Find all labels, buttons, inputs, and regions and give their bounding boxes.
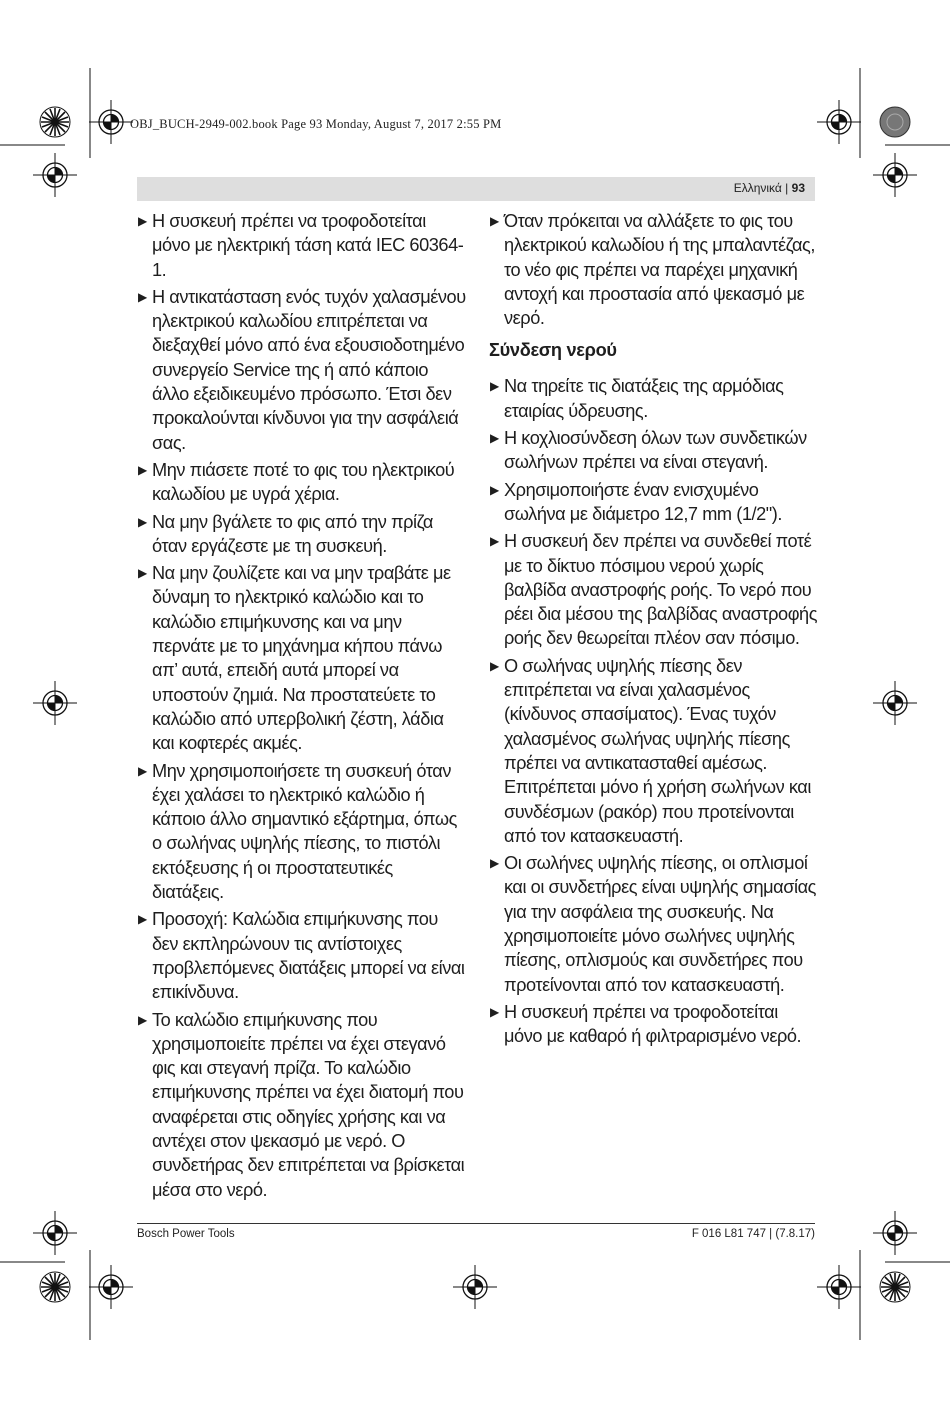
bullet-triangle-icon: ▶ <box>138 912 147 927</box>
safety-item <box>137 907 467 1004</box>
safety-item-text: Μην χρησιμοποιήσετε τη συσκευή όταν έχει χαλάσει το ηλεκτρικό καλώδιο ή κάποιο άλλο σημαντικό εξάρτημα, όπως ο σωλήνας υψηλής πίεσης, το πιστόλι εκτόξευσης ή οι προστατευτικές διατάξεις. <box>152 760 457 903</box>
page-number: 93 <box>791 181 805 195</box>
safety-item <box>137 510 467 559</box>
bullet-triangle-icon: ▶ <box>138 514 147 529</box>
footer-brand: Bosch Power Tools <box>137 1228 235 1240</box>
safety-item <box>137 1008 467 1202</box>
safety-item-text: Όταν πρόκειται να αλλάξετε το φις του ηλεκτρικού καλωδίου ή της μπαλαντέζας, το νέο φις πρέπει να παρέχει μηχανική αντοχή και προστασία από ψεκασμό με νερό. <box>504 211 815 329</box>
safety-item-text: Ο σωλήνας υψηλής πίεσης δεν επιτρέπεται να είναι χαλασμένος (κίνδυνος σπασίματος). Ένας τυχόν χαλασμένος σωλήνας υψηλής πίεσης πρέπει να αντικατασταθεί αμέσως. Επιτρέπεται μόνο ή χρήση σωλήνων και συνδέσμων (ρακόρ) που προτείνονται από τον κατασκευαστή. <box>504 655 811 846</box>
header-separator: | <box>785 181 789 195</box>
bullet-triangle-icon: ▶ <box>138 289 147 304</box>
safety-item <box>489 1000 819 1049</box>
bullet-triangle-icon: ▶ <box>138 763 147 778</box>
bullet-triangle-icon: ▶ <box>490 482 499 497</box>
safety-item-text: Χρησιμοποιήστε έναν ενισχυμένο σωλήνα με διάμετρο 12,7 mm (1/2"). <box>504 479 782 524</box>
safety-item <box>489 529 819 650</box>
safety-item <box>489 374 819 423</box>
safety-item-text: Προσοχή: Καλώδια επιμήκυνσης που δεν εκπληρώνουν τις αντίστοιχες προβλεπόμενες διατάξεις μπορεί να είναι επικίνδυνα. <box>152 909 465 1003</box>
safety-item <box>489 209 819 330</box>
safety-item <box>137 458 467 507</box>
bullet-triangle-icon: ▶ <box>490 1004 499 1019</box>
bullet-triangle-icon: ▶ <box>490 431 499 446</box>
bullet-triangle-icon: ▶ <box>138 566 147 581</box>
bullet-triangle-icon: ▶ <box>138 214 147 228</box>
safety-item <box>489 654 819 848</box>
safety-item-text: Να μην βγάλετε το φις από την πρίζα όταν εργάζεστε με τη συσκευή. <box>152 511 433 556</box>
bullet-triangle-icon: ▶ <box>490 856 499 871</box>
bullet-triangle-icon: ▶ <box>490 379 499 394</box>
bullet-triangle-icon: ▶ <box>490 658 499 673</box>
footer-doc-code: F 016 L81 747 | (7.8.17) <box>691 1228 815 1240</box>
page-header-bar <box>137 177 815 201</box>
bullet-triangle-icon: ▶ <box>138 1012 147 1027</box>
footer-rule <box>137 1223 815 1224</box>
bullet-triangle-icon: ▶ <box>490 214 499 228</box>
safety-item-text: Η συσκευή πρέπει να τροφοδοτείται μόνο με καθαρό ή φιλτραρισμένο νερό. <box>504 1001 802 1047</box>
safety-item <box>137 209 467 282</box>
safety-item-text: Το καλώδιο επιμήκυνσης που χρησιμοποιείτε πρέπει να έχει στεγανό φις και στεγανή πρίζα. Το καλώδιο επιμήκυνσης πρέπει να έχει διατομή που αναφέρεται στις οδηγίες χρήσης και να αντέχει στον ψεκασμό με νερό. Ο συνδετήρας δεν επιτρέπεται να βρίσκεται μέσα στο νερό. <box>152 1009 465 1200</box>
safety-item <box>489 851 819 997</box>
safety-item-text: Οι σωλήνες υψηλής πίεσης, οι οπλισμοί και οι συνδετήρες είναι υψηλής σημασίας για την ασφάλεια της συσκευής. Να χρησιμοποιείτε μόνο σωλήνες υψηλής πίεσης, οπλισμούς και συνδετήρες που προτείνονται από τον κατασκευαστή. <box>504 853 816 995</box>
safety-item-text: Να τηρείτε τις διατάξεις της αρμόδιας εταιρίας ύδρευσης. <box>504 376 784 421</box>
safety-item-text: Η συσκευή πρέπει να τροφοδοτείται μόνο με ηλεκτρική τάση κατά IEC 60364-1. <box>152 211 464 280</box>
safety-item-text: Να μην ζουλίζετε και να μην τραβάτε με δύναμη το ηλεκτρικό καλώδιο και το καλώδιο επιμήκυνσης και να μην περνάτε με το μηχάνημα κήπου πάνω απ’ αυτά, επειδή αυτά μπορεί να υποστούν ζημιά. Να προστατεύετε το καλώδιο από υπερβολική ζέστη, λάδια και κοφτερές ακμές. <box>152 563 451 754</box>
bullet-triangle-icon: ▶ <box>490 534 499 549</box>
right-column <box>489 209 819 1052</box>
safety-item <box>137 561 467 755</box>
safety-item <box>137 285 467 455</box>
safety-item-text: Μην πιάσετε ποτέ το φις του ηλεκτρικού καλωδίου με υγρά χέρια. <box>152 459 455 505</box>
safety-item <box>137 759 467 905</box>
safety-item-text: Η κοχλιοσύνδεση όλων των συνδετικών σωλήνων πρέπει να είναι στεγανή. <box>504 428 807 473</box>
safety-item-text: Η συσκευή δεν πρέπει να συνδεθεί ποτέ με το δίκτυο πόσιμου νερού χωρίς βαλβίδα αναστροφής ροής. Το νερό που ρέει δια μέσου της βαλβίδας αναστροφής ροής δεν θεωρείται πλέον σαν πόσιμο. <box>504 531 818 649</box>
safety-item <box>489 478 819 527</box>
book-file-header: OBJ_BUCH-2949-002.book Page 93 Monday, August 7, 2017 2:55 PM <box>130 117 502 131</box>
bullet-triangle-icon: ▶ <box>138 462 147 477</box>
page-header-label <box>734 181 805 195</box>
section-title-water-connection: Σύνδεση νερού <box>489 340 617 361</box>
left-column <box>137 209 467 1205</box>
language-label: Ελληνικά <box>733 181 782 195</box>
safety-item-text: Η αντικατάσταση ενός τυχόν χαλασμένου ηλεκτρικού καλωδίου επιτρέπεται να διεξαχθεί μόνο από ένα εξουσιοδοτημένο συνεργείο Service της ή από κάποιο άλλο εξειδικευμένο πρόσωπο. Έτσι δεν προκαλούνται κίνδυνοι για την ασφάλειά σας. <box>152 286 466 453</box>
safety-item <box>489 426 819 475</box>
